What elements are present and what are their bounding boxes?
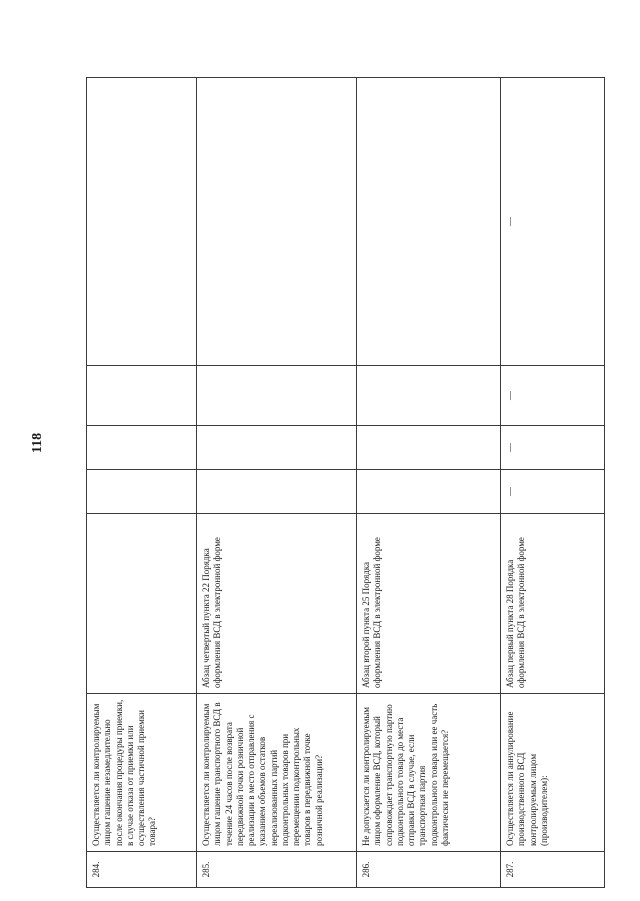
question-cell: Не допускается ли контролируемым лицом оформление ВСД, который сопровождает транспортную партию подконтрольного товара до места отправки ВСД в случае, если транспортная партия подконтрольного товара или ее часть фактически не перемещается? [357,694,501,852]
not-applicable-cell [197,366,357,426]
row-number: 287. [501,852,605,888]
yes-cell [197,470,357,514]
row-number: 285. [197,852,357,888]
not-applicable-cell [87,366,197,426]
reference-cell: Абзац четвертый пункта 22 Порядка оформления ВСД в электронной форме [197,514,357,694]
yes-cell [357,470,501,514]
note-cell [197,78,357,366]
rotated-checklist-sheet [86,78,604,888]
reference-cell [87,514,197,694]
checklist-table [86,77,605,888]
question-cell: Осуществляется ли контролируемым лицом гашение незамедлительно после окончания процедуры приемки, в случае отказа от приемки или осуществления частичной приемки товара? [87,694,197,852]
row-number: 286. [357,852,501,888]
no-cell [197,426,357,470]
no-cell [87,426,197,470]
note-cell: — [501,78,605,366]
not-applicable-cell: — [501,366,605,426]
reference-cell: Абзац второй пункта 25 Порядка оформления ВСД в электронной форме [357,514,501,694]
note-cell [357,78,501,366]
not-applicable-cell [357,366,501,426]
table-row [197,78,357,888]
table-row [501,78,605,888]
no-cell: — [501,426,605,470]
row-number: 284. [87,852,197,888]
page-number: 118 [30,432,45,454]
question-cell: Осуществляется ли аннулирование производственного ВСД контролируемым лицом (производителем): [501,694,605,852]
no-cell [357,426,501,470]
note-cell [87,78,197,366]
yes-cell [87,470,197,514]
table-row [357,78,501,888]
table-row [87,78,197,888]
question-cell: Осуществляется ли контролируемым лицом гашение транспортного ВСД в течение 24 часов после возврата передвижной точки розничной реализации в место отправления с указанием объемов остатков нереализованных партий подконтрольных товаров при перемещении подконтрольных товаров в передвижной точке розничной реализации? [197,694,357,852]
reference-cell: Абзац первый пункта 28 Порядка оформления ВСД в электронной форме [501,514,605,694]
yes-cell: — [501,470,605,514]
